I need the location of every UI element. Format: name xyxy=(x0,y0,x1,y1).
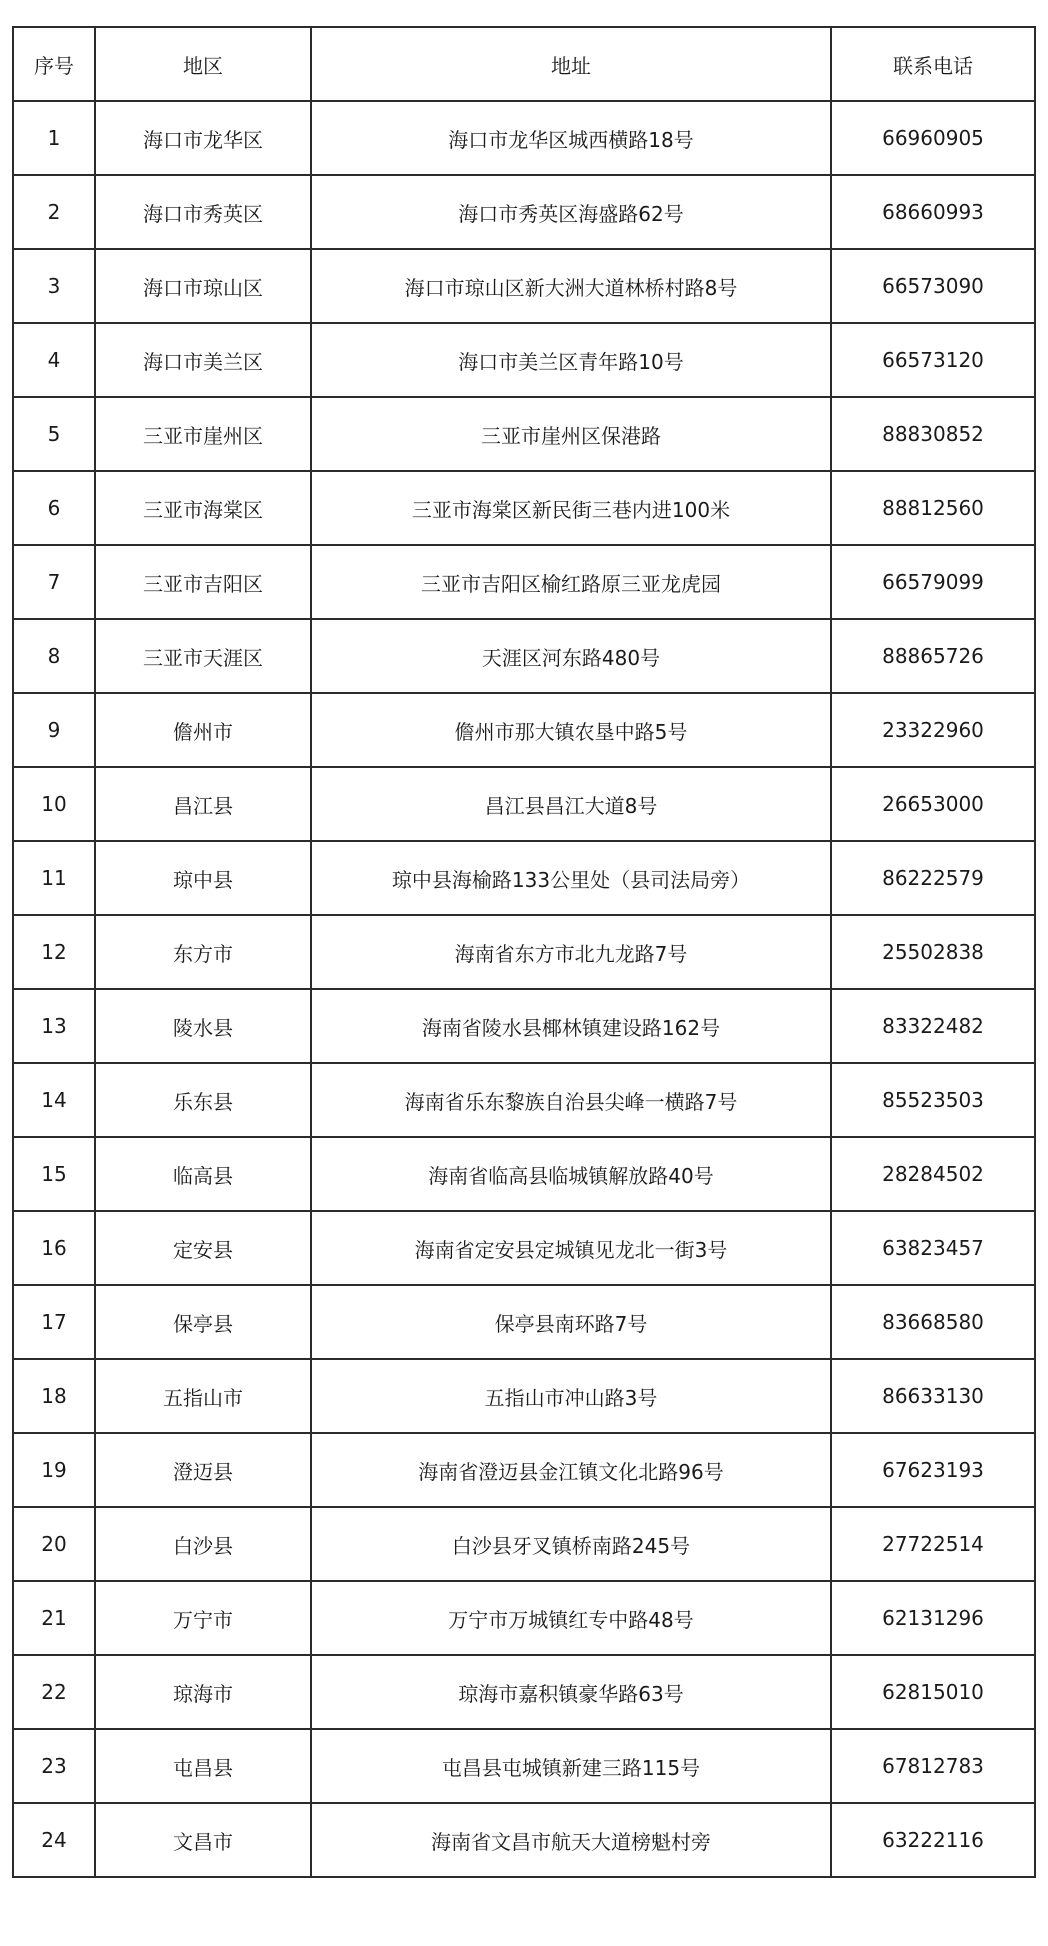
row-address: 儋州市那大镇农垦中路5号 xyxy=(311,693,831,767)
row-address: 海南省定安县定城镇见龙北一街3号 xyxy=(311,1211,831,1285)
table-body xyxy=(13,101,1035,1877)
row-region: 五指山市 xyxy=(95,1359,311,1433)
row-index: 24 xyxy=(13,1803,95,1877)
row-index: 21 xyxy=(13,1581,95,1655)
row-region: 白沙县 xyxy=(95,1507,311,1581)
row-address: 海南省文昌市航天大道榜魁村旁 xyxy=(311,1803,831,1877)
row-region: 三亚市崖州区 xyxy=(95,397,311,471)
row-phone: 88865726 xyxy=(831,619,1035,693)
row-phone: 63222116 xyxy=(831,1803,1035,1877)
table-row xyxy=(13,1581,1035,1655)
row-address: 万宁市万城镇红专中路48号 xyxy=(311,1581,831,1655)
row-address: 海南省澄迈县金江镇文化北路96号 xyxy=(311,1433,831,1507)
row-phone: 63823457 xyxy=(831,1211,1035,1285)
row-index: 12 xyxy=(13,915,95,989)
row-phone: 83322482 xyxy=(831,989,1035,1063)
header-index: 序号 xyxy=(13,27,95,101)
table-row xyxy=(13,693,1035,767)
row-region: 儋州市 xyxy=(95,693,311,767)
row-region: 海口市秀英区 xyxy=(95,175,311,249)
row-address: 琼海市嘉积镇豪华路63号 xyxy=(311,1655,831,1729)
row-index: 7 xyxy=(13,545,95,619)
row-index: 15 xyxy=(13,1137,95,1211)
table-row xyxy=(13,915,1035,989)
row-region: 海口市琼山区 xyxy=(95,249,311,323)
table-row xyxy=(13,471,1035,545)
row-phone: 67812783 xyxy=(831,1729,1035,1803)
row-index: 11 xyxy=(13,841,95,915)
row-address: 天涯区河东路480号 xyxy=(311,619,831,693)
row-region: 东方市 xyxy=(95,915,311,989)
row-region: 乐东县 xyxy=(95,1063,311,1137)
table-row xyxy=(13,619,1035,693)
row-phone: 23322960 xyxy=(831,693,1035,767)
row-address: 海南省临高县临城镇解放路40号 xyxy=(311,1137,831,1211)
row-region: 三亚市海棠区 xyxy=(95,471,311,545)
table-row xyxy=(13,545,1035,619)
table-row xyxy=(13,767,1035,841)
table-row xyxy=(13,841,1035,915)
row-address: 海口市秀英区海盛路62号 xyxy=(311,175,831,249)
row-index: 10 xyxy=(13,767,95,841)
row-index: 14 xyxy=(13,1063,95,1137)
row-index: 23 xyxy=(13,1729,95,1803)
row-phone: 62815010 xyxy=(831,1655,1035,1729)
row-region: 临高县 xyxy=(95,1137,311,1211)
row-phone: 25502838 xyxy=(831,915,1035,989)
row-phone: 85523503 xyxy=(831,1063,1035,1137)
row-region: 三亚市天涯区 xyxy=(95,619,311,693)
row-address: 白沙县牙叉镇桥南路245号 xyxy=(311,1507,831,1581)
row-phone: 26653000 xyxy=(831,767,1035,841)
row-index: 6 xyxy=(13,471,95,545)
row-address: 琼中县海榆路133公里处（县司法局旁） xyxy=(311,841,831,915)
row-phone: 86222579 xyxy=(831,841,1035,915)
row-address: 海口市龙华区城西横路18号 xyxy=(311,101,831,175)
row-address: 昌江县昌江大道8号 xyxy=(311,767,831,841)
row-index: 3 xyxy=(13,249,95,323)
row-index: 22 xyxy=(13,1655,95,1729)
row-index: 20 xyxy=(13,1507,95,1581)
row-address: 屯昌县屯城镇新建三路115号 xyxy=(311,1729,831,1803)
table-row xyxy=(13,249,1035,323)
row-index: 17 xyxy=(13,1285,95,1359)
row-address: 保亭县南环路7号 xyxy=(311,1285,831,1359)
row-phone: 83668580 xyxy=(831,1285,1035,1359)
row-index: 5 xyxy=(13,397,95,471)
row-phone: 27722514 xyxy=(831,1507,1035,1581)
row-index: 16 xyxy=(13,1211,95,1285)
row-phone: 66960905 xyxy=(831,101,1035,175)
row-region: 昌江县 xyxy=(95,767,311,841)
table-row xyxy=(13,397,1035,471)
table-row xyxy=(13,1063,1035,1137)
row-region: 海口市龙华区 xyxy=(95,101,311,175)
row-region: 保亭县 xyxy=(95,1285,311,1359)
row-index: 2 xyxy=(13,175,95,249)
table-row xyxy=(13,1359,1035,1433)
row-region: 琼中县 xyxy=(95,841,311,915)
table-row xyxy=(13,175,1035,249)
table-row xyxy=(13,1137,1035,1211)
table-row xyxy=(13,101,1035,175)
row-phone: 68660993 xyxy=(831,175,1035,249)
table-row xyxy=(13,989,1035,1063)
row-region: 海口市美兰区 xyxy=(95,323,311,397)
header-address: 地址 xyxy=(311,27,831,101)
table-row xyxy=(13,1211,1035,1285)
row-index: 8 xyxy=(13,619,95,693)
row-address: 五指山市冲山路3号 xyxy=(311,1359,831,1433)
row-phone: 86633130 xyxy=(831,1359,1035,1433)
table-row xyxy=(13,1729,1035,1803)
row-index: 18 xyxy=(13,1359,95,1433)
row-region: 陵水县 xyxy=(95,989,311,1063)
row-index: 4 xyxy=(13,323,95,397)
row-address: 三亚市吉阳区榆红路原三亚龙虎园 xyxy=(311,545,831,619)
table-row xyxy=(13,323,1035,397)
header-phone: 联系电话 xyxy=(831,27,1035,101)
row-address: 海口市琼山区新大洲大道林桥村路8号 xyxy=(311,249,831,323)
row-phone: 88812560 xyxy=(831,471,1035,545)
row-region: 文昌市 xyxy=(95,1803,311,1877)
row-phone: 88830852 xyxy=(831,397,1035,471)
row-phone: 67623193 xyxy=(831,1433,1035,1507)
table-row xyxy=(13,1507,1035,1581)
row-index: 13 xyxy=(13,989,95,1063)
row-phone: 66573120 xyxy=(831,323,1035,397)
contact-table-container xyxy=(12,26,1034,1878)
table-row xyxy=(13,1655,1035,1729)
row-region: 屯昌县 xyxy=(95,1729,311,1803)
row-phone: 28284502 xyxy=(831,1137,1035,1211)
contact-table xyxy=(12,26,1036,1878)
row-index: 9 xyxy=(13,693,95,767)
row-phone: 66573090 xyxy=(831,249,1035,323)
table-row xyxy=(13,1803,1035,1877)
row-region: 琼海市 xyxy=(95,1655,311,1729)
row-index: 19 xyxy=(13,1433,95,1507)
row-address: 三亚市崖州区保港路 xyxy=(311,397,831,471)
row-address: 海南省乐东黎族自治县尖峰一横路7号 xyxy=(311,1063,831,1137)
row-phone: 66579099 xyxy=(831,545,1035,619)
row-region: 三亚市吉阳区 xyxy=(95,545,311,619)
row-region: 万宁市 xyxy=(95,1581,311,1655)
header-row xyxy=(13,27,1035,101)
header-region: 地区 xyxy=(95,27,311,101)
row-index: 1 xyxy=(13,101,95,175)
row-phone: 62131296 xyxy=(831,1581,1035,1655)
table-row xyxy=(13,1285,1035,1359)
row-address: 三亚市海棠区新民街三巷内进100米 xyxy=(311,471,831,545)
table-row xyxy=(13,1433,1035,1507)
table-header xyxy=(13,27,1035,101)
row-address: 海南省陵水县椰林镇建设路162号 xyxy=(311,989,831,1063)
row-address: 海口市美兰区青年路10号 xyxy=(311,323,831,397)
row-address: 海南省东方市北九龙路7号 xyxy=(311,915,831,989)
row-region: 澄迈县 xyxy=(95,1433,311,1507)
row-region: 定安县 xyxy=(95,1211,311,1285)
